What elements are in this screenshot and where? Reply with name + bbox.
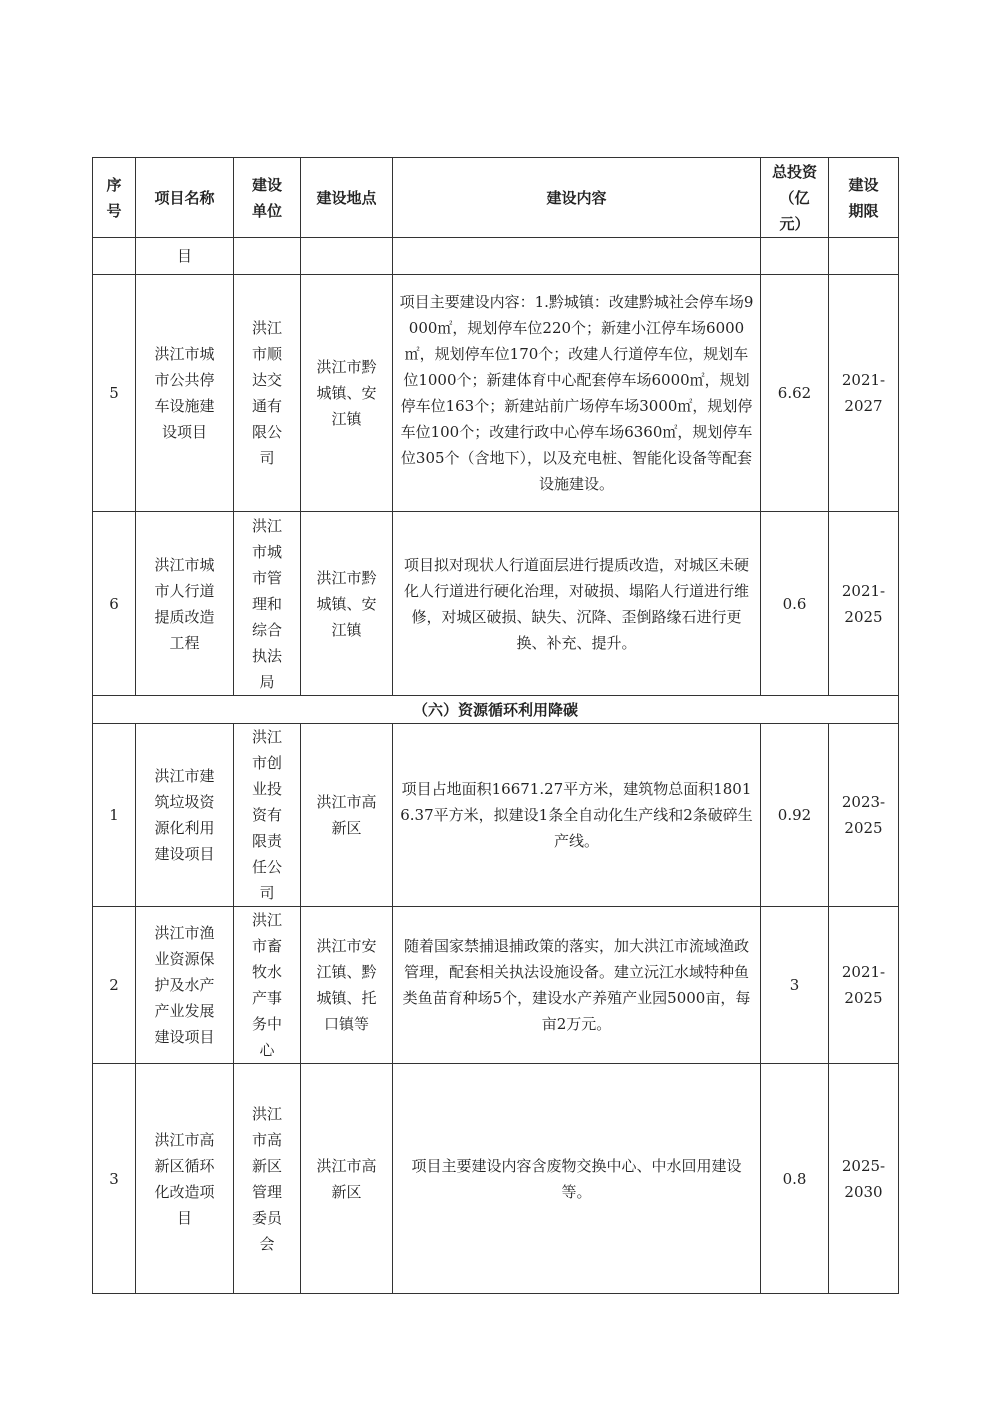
cell-period [829,238,899,275]
table-row [93,275,899,512]
cell-unit: 洪江市创业投资有限责任公司 [234,724,301,907]
cell-unit: 洪江市城市管理和综合执法局 [234,512,301,696]
table-row-continuation [93,238,899,275]
cell-investment: 6.62 [761,275,829,512]
table-row [93,512,899,696]
cell-content: 项目主要建设内容：1.黔城镇：改建黔城社会停车场9000㎡，规划停车位220个；新建小江停车场6000㎡，规划停车位170个；改建人行道停车位，规划车位1000个；新建体育中心配套停车场6000㎡，规划停车位163个；新建站前广场停车场3000㎡，规划停车位100个；改建行政中心停车场6360㎡，规划停车位305个（含地下），以及充电桩、智能化设备等配套设施建设。 [393,275,761,512]
header-seq: 序号 [93,158,136,238]
cell-period: 2025-2030 [829,1064,899,1294]
cell-investment: 0.8 [761,1064,829,1294]
table-row [93,1064,899,1294]
cell-investment: 0.92 [761,724,829,907]
cell-name: 目 [136,238,234,275]
header-unit: 建设单位 [234,158,301,238]
cell-location: 洪江市黔城镇、安江镇 [301,512,393,696]
cell-investment [761,238,829,275]
cell-investment: 0.6 [761,512,829,696]
cell-location: 洪江市安江镇、黔城镇、托口镇等 [301,907,393,1064]
cell-seq: 5 [93,275,136,512]
cell-content: 项目占地面积16671.27平方米，建筑物总面积18016.37平方米，拟建设1条全自动化生产线和2条破碎生产线。 [393,724,761,907]
cell-period: 2021-2025 [829,907,899,1064]
header-investment: 总投资（亿元） [761,158,829,238]
table-row [93,724,899,907]
header-location: 建设地点 [301,158,393,238]
cell-content: 随着国家禁捕退捕政策的落实，加大洪江市流域渔政管理，配套相关执法设施设备。建立沅江水域特种鱼类鱼苗育种场5个，建设水产养殖产业园5000亩，每亩2万元。 [393,907,761,1064]
cell-content [393,238,761,275]
cell-period: 2021-2025 [829,512,899,696]
cell-period: 2023-2025 [829,724,899,907]
cell-investment: 3 [761,907,829,1064]
header-content: 建设内容 [393,158,761,238]
cell-unit [234,238,301,275]
project-table [92,157,899,1294]
section-row [93,696,899,724]
cell-location: 洪江市高新区 [301,1064,393,1294]
cell-seq: 1 [93,724,136,907]
cell-seq: 6 [93,512,136,696]
cell-name: 洪江市城市公共停车设施建设项目 [136,275,234,512]
cell-name: 洪江市城市人行道提质改造工程 [136,512,234,696]
section-title: （六）资源循环利用降碳 [93,696,899,724]
header-name: 项目名称 [136,158,234,238]
header-period: 建设期限 [829,158,899,238]
cell-content: 项目主要建设内容含废物交换中心、中水回用建设等。 [393,1064,761,1294]
cell-name: 洪江市建筑垃圾资源化利用建设项目 [136,724,234,907]
cell-unit: 洪江市顺达交通有限公司 [234,275,301,512]
table-header-row [93,158,899,238]
cell-location [301,238,393,275]
cell-seq: 2 [93,907,136,1064]
cell-content: 项目拟对现状人行道面层进行提质改造，对城区未硬化人行道进行硬化治理，对破损、塌陷人行道进行维修，对城区破损、缺失、沉降、歪倒路缘石进行更换、补充、提升。 [393,512,761,696]
cell-seq [93,238,136,275]
cell-period: 2021-2027 [829,275,899,512]
cell-seq: 3 [93,1064,136,1294]
table-row [93,907,899,1064]
cell-location: 洪江市黔城镇、安江镇 [301,275,393,512]
cell-name: 洪江市渔业资源保护及水产产业发展建设项目 [136,907,234,1064]
cell-unit: 洪江市高新区管理委员会 [234,1064,301,1294]
cell-unit: 洪江市畜牧水产事务中心 [234,907,301,1064]
cell-name: 洪江市高新区循环化改造项目 [136,1064,234,1294]
cell-location: 洪江市高新区 [301,724,393,907]
